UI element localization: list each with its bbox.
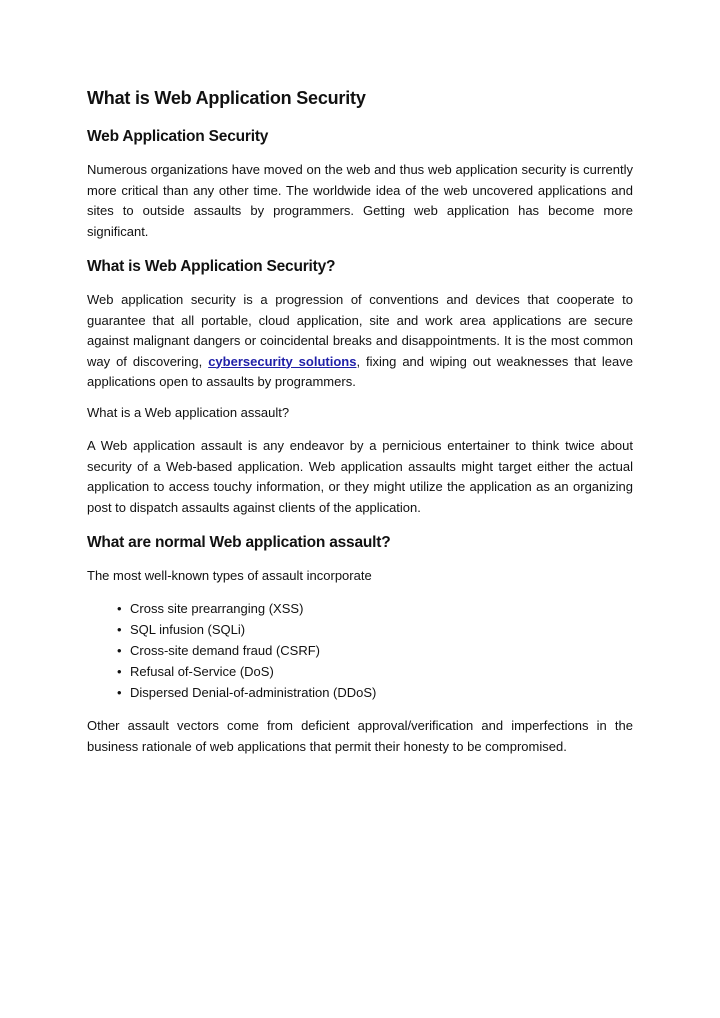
bullet-icon: • (117, 664, 122, 679)
assault-type-list (87, 598, 633, 703)
document-title: What is Web Application Security (87, 88, 366, 108)
assault-paragraph: A Web application assault is any endeavor by a pernicious entertainer to think twice about security of a Web-based application. Web application assaults might target either the actual application to access touchy information, or they might utilize the application as an organizing post to dispatch assaults against clients of the application. (87, 438, 633, 515)
closing-paragraph: Other assault vectors come from deficient approval/verification and imperfections in the business rationale of web applications that permit their honesty to be compromised. (87, 718, 633, 754)
section-heading-what-is: What is Web Application Security? (87, 258, 336, 275)
list-item: • Refusal of-Service (DoS) (87, 661, 633, 682)
cybersecurity-solutions-link[interactable]: cybersecurity solutions (208, 353, 357, 369)
section-heading-normal-assaults: What are normal Web application assault? (87, 534, 391, 551)
list-item: • SQL infusion (SQLi) (87, 619, 633, 640)
intro-paragraph: Numerous organizations have moved on the web and thus web application security is currently more critical than any other time. The worldwide idea of the web uncovered applications and sites to outside assaults by programmers. Getting web application has become more significant. (87, 162, 633, 239)
bullet-icon: • (117, 622, 122, 637)
list-item: • Cross-site demand fraud (CSRF) (87, 640, 633, 661)
bullet-icon: • (117, 601, 122, 616)
bullet-icon: • (117, 643, 122, 658)
list-intro: The most well-known types of assault incorporate (87, 568, 372, 583)
subquestion-text: What is a Web application assault? (87, 405, 290, 420)
list-item: • Dispersed Denial-of-administration (DDoS) (87, 682, 633, 703)
bullet-icon: • (117, 685, 122, 700)
list-item: • Cross site prearranging (XSS) (87, 598, 633, 619)
section-heading-web-app-security: Web Application Security (87, 128, 269, 145)
definition-paragraph: Web application security is a progression of conventions and devices that cooperate to guarantee that all portable, cloud application, site and work area applications are secure against malignant dangers or coincidental breaks and disappointments. It is the most common way of discovering, cybersecurity solutions, fixing and wiping out weaknesses that leave applications open to assaults by programmers. (87, 292, 633, 389)
